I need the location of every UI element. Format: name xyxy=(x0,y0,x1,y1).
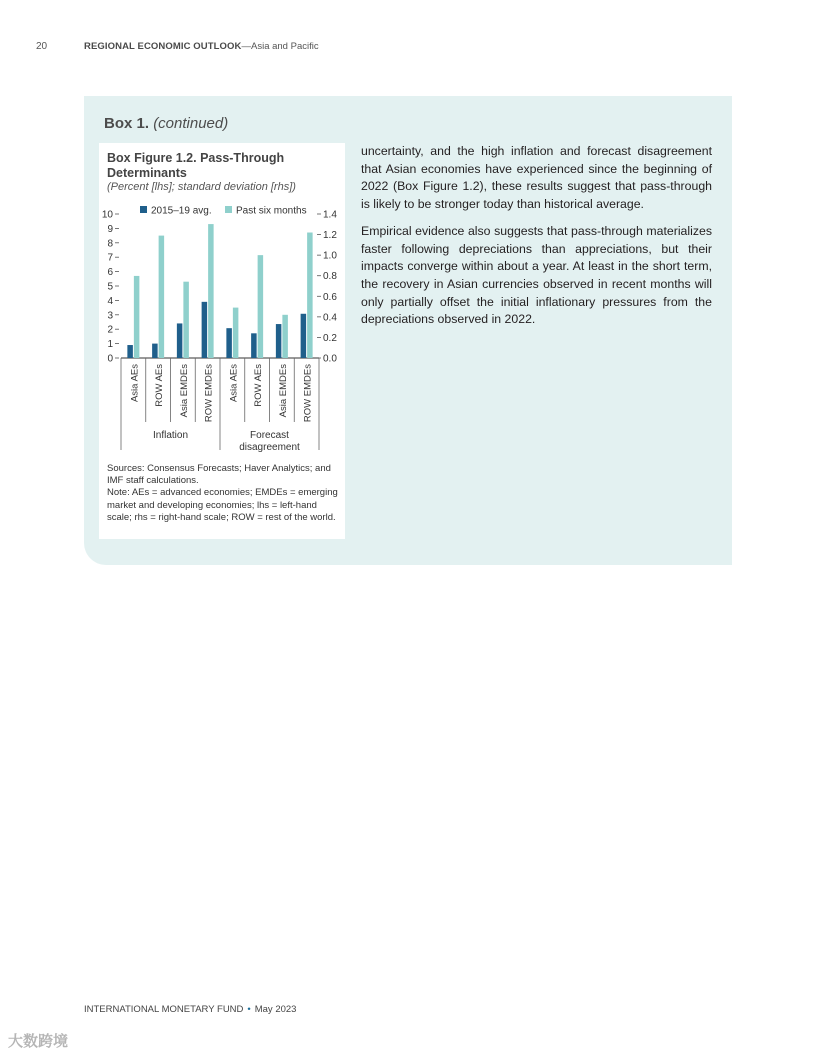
bar-2015-19-avg xyxy=(251,333,257,358)
right-axis-tick-label: 1.4 xyxy=(323,209,337,221)
left-axis-tick-label: 4 xyxy=(107,295,113,307)
bar-past-six-months xyxy=(134,276,140,358)
publication-region: —Asia and Pacific xyxy=(241,41,319,52)
group-label: disagreement xyxy=(239,442,300,453)
right-axis-tick-label: 0.6 xyxy=(323,291,337,303)
bar-2015-19-avg xyxy=(276,324,282,358)
bar-past-six-months xyxy=(159,236,165,358)
bar-past-six-months xyxy=(208,224,214,358)
category-label: ROW EMDEs xyxy=(302,364,314,423)
bar-2015-19-avg xyxy=(202,302,208,358)
group-label: Forecast xyxy=(250,430,289,441)
figure-notes xyxy=(107,463,339,524)
footer-org: INTERNATIONAL MONETARY FUND xyxy=(84,1004,244,1015)
figure-sources: Sources: Consensus Forecasts; Haver Analytics; and IMF staff calculations. xyxy=(107,463,331,487)
box-label: Box 1. xyxy=(104,115,150,132)
legend-swatch-2015-19 xyxy=(140,206,147,213)
category-label: ROW AEs xyxy=(253,364,265,407)
bar-past-six-months xyxy=(258,255,264,358)
left-axis-tick-label: 8 xyxy=(107,238,113,250)
category-label: Asia AEs xyxy=(129,364,141,403)
bar-past-six-months xyxy=(307,233,313,358)
bar-2015-19-avg xyxy=(177,323,183,358)
box-heading xyxy=(104,115,228,132)
body-paragraph: Empirical evidence also suggests that pass-through materializes faster following depreciations than appreciations, but their impacts converge within about a year. At least in the short term, the recovery in Asian currencies observed in recent months will only partially offset the initial inflationary pressures from the depreciations observed in 2022. xyxy=(361,223,712,327)
right-axis-tick-label: 0.0 xyxy=(323,353,337,365)
left-axis-tick-label: 1 xyxy=(107,339,113,351)
footer-date: May 2023 xyxy=(254,1004,297,1015)
bar-past-six-months xyxy=(183,282,189,358)
page-number: 20 xyxy=(36,41,48,52)
right-axis-tick-label: 1.0 xyxy=(323,250,337,262)
left-axis-tick-label: 2 xyxy=(107,324,113,336)
page-footer xyxy=(84,1004,296,1015)
right-axis-tick-label: 0.4 xyxy=(323,312,337,324)
legend-swatch-past-six-months xyxy=(225,206,232,213)
left-axis-tick-label: 6 xyxy=(107,267,113,279)
right-axis-tick-label: 1.2 xyxy=(323,230,337,242)
left-axis-tick-label: 3 xyxy=(107,310,113,322)
category-label: Asia EMDEs xyxy=(178,364,190,418)
left-axis-tick-label: 0 xyxy=(107,353,113,365)
running-header xyxy=(84,41,319,52)
left-axis-tick-label: 5 xyxy=(107,281,113,293)
figure-subtitle: (Percent [lhs]; standard deviation [rhs]) xyxy=(107,181,296,193)
right-axis-tick-label: 0.2 xyxy=(323,332,337,344)
left-axis-tick-label: 7 xyxy=(107,252,113,264)
legend-label: Past six months xyxy=(236,205,307,217)
figure-title: Box Figure 1.2. Pass-Through Determinants xyxy=(107,151,285,180)
bar-2015-19-avg xyxy=(301,314,307,358)
bar-2015-19-avg xyxy=(152,344,158,358)
pass-through-chart xyxy=(99,198,345,460)
bar-2015-19-avg xyxy=(127,345,133,358)
body-paragraph: uncertainty, and the high inflation and forecast disagreement that Asian economies have experienced since the beginning of 2022 (Box Figure 1.2), these results suggest that pass-through is likely to be stronger today than historical average. xyxy=(361,144,712,212)
left-axis-tick-label: 10 xyxy=(101,209,113,221)
figure-note: Note: AEs = advanced economies; EMDEs = emerging market and developing economies; lhs = left-hand scale; rhs = right-hand scale; ROW = rest of the world. xyxy=(107,487,338,523)
bar-past-six-months xyxy=(282,315,288,358)
publication-title: REGIONAL ECONOMIC OUTLOOK xyxy=(84,41,242,52)
watermark: 大数跨境 xyxy=(8,1033,69,1050)
box-continued: (continued) xyxy=(153,115,229,132)
legend-label: 2015–19 avg. xyxy=(151,205,212,217)
left-axis-tick-label: 9 xyxy=(107,223,113,235)
footer-separator: • xyxy=(247,1004,251,1015)
category-label: ROW AEs xyxy=(154,364,166,407)
group-label: Inflation xyxy=(152,430,189,441)
bar-2015-19-avg xyxy=(226,328,232,358)
body-text xyxy=(361,143,712,338)
category-label: ROW EMDEs xyxy=(203,364,215,423)
category-label: Asia AEs xyxy=(228,364,240,403)
bar-past-six-months xyxy=(233,308,239,358)
right-axis-tick-label: 0.8 xyxy=(323,271,337,283)
category-label: Asia EMDEs xyxy=(277,364,289,418)
